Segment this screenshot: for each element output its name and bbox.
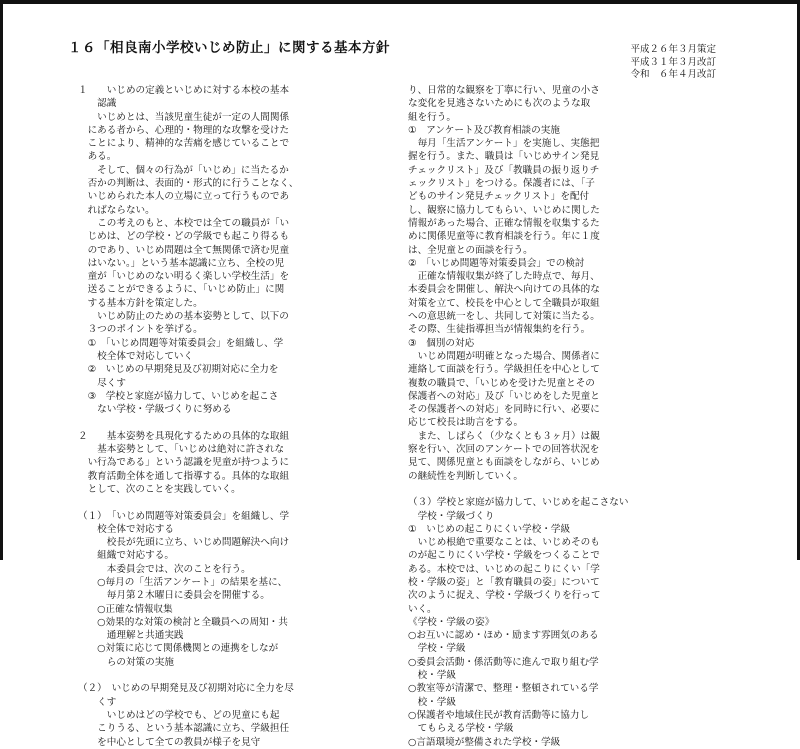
text-line: 対策を立て、校長を中心として全職員が取組 xyxy=(408,297,600,309)
date-line: 平成３１年３月改訂 xyxy=(630,56,716,68)
text-line: ○教室等が清潔で、整理・整頓されている学 xyxy=(408,683,599,695)
text-line: として、次のことを実践していく。 xyxy=(78,483,241,495)
text-line: 組織で対応する。 xyxy=(78,550,174,562)
text-line: ○お互いに認め・ほめ・励ます雰囲気のある xyxy=(408,630,599,642)
text-line: 童が「いじめのない明るく楽しい学校生活」を xyxy=(78,271,290,283)
text-line: は、全児童との面談を行う。 xyxy=(408,244,533,256)
text-line: 尽くす xyxy=(78,377,126,389)
text-line: 次のように捉え、学校・学級づくりを行って xyxy=(408,590,601,602)
text-line: （３）学校と家庭が協力して、いじめを起こさない xyxy=(408,497,629,509)
text-line: ① いじめの起こりにくい学校・学級 xyxy=(408,523,571,535)
text-line: また、しばらく（少なくとも３ヶ月）は観 xyxy=(408,430,600,442)
text-line: い行為である」という認識を児童が持つように xyxy=(78,457,290,469)
text-line: ェックリスト」をつける。保護者には、「子 xyxy=(408,178,595,190)
text-line: じめは、どの学校・どの学級でも起こり得るも xyxy=(78,231,290,243)
text-line: いじめ根絶で重要なことは、いじめそのも xyxy=(408,537,600,549)
text-line: 校・学級の姿」と「教育職員の姿」について xyxy=(408,576,600,588)
paragraph-gap xyxy=(408,483,726,496)
text-line: 組を行う。 xyxy=(408,111,456,123)
text-line: 通理解と共通実践 xyxy=(78,630,184,642)
text-line: 校全体で対応する xyxy=(78,523,174,535)
text-line: ① アンケート及び教育相談の実施 xyxy=(408,124,560,136)
text-line: 学校・学級 xyxy=(408,643,466,655)
text-line: そして、個々の行為が「いじめ」に当たるか xyxy=(78,164,289,176)
text-line: いじめ問題が明確となった場合、関係者に xyxy=(408,350,600,362)
text-line: 学校・学級づくり xyxy=(408,510,495,522)
text-line: １ いじめの定義といじめに対する本校の基本 xyxy=(78,85,290,96)
text-line: 送ることができるように、「いじめ防止」に関 xyxy=(78,284,285,296)
paragraph-gap xyxy=(78,416,388,429)
text-line: めに関係児童等に教育相談を行う。年に１度 xyxy=(408,231,600,243)
text-line: らの対策の実施 xyxy=(78,656,174,668)
text-line: ② 「いじめ問題等対策委員会」での検討 xyxy=(408,257,585,269)
text-line: （１） 「いじめ問題等対策委員会」を組織し、学 xyxy=(78,510,290,522)
text-line: いじめとは、当該児童生徒が一定の人間関係 xyxy=(78,111,290,123)
text-line: ② いじめの早期発見及び初期対応に全力を xyxy=(78,364,279,376)
text-line: のが起こりにくい学校・学級をつくることで xyxy=(408,550,600,562)
text-line: 基本姿勢として、「いじめは絶対に許されな xyxy=(78,444,285,456)
text-line: 校全体で対応していく xyxy=(78,350,194,362)
text-line: 察を行い、次回のアンケートでの回答状況を xyxy=(408,444,600,456)
text-line: への意思統一をし、共同して対策に当たる。 xyxy=(408,311,600,323)
text-line: ればならない。 xyxy=(78,204,155,216)
revision-dates xyxy=(630,44,716,82)
text-line: 本委員会では、次のことを行う。 xyxy=(78,563,251,575)
text-line: り、日常的な観察を丁寧に行い、児童の小さ xyxy=(408,85,600,96)
text-line: 情報があった場合、正確な情報を収集するた xyxy=(408,217,600,229)
text-line: どものサイン発見チェックリスト」を配付 xyxy=(408,191,590,203)
text-line: ある。 xyxy=(78,151,117,163)
text-line: ことにより、精神的な苦痛を感じていることで xyxy=(78,138,290,150)
text-line: 認識 xyxy=(78,98,117,110)
text-line: 毎月第２木曜日に委員会を開催する。 xyxy=(78,590,270,602)
text-line: ③ 学校と家庭が協力して、いじめを起こさ xyxy=(78,390,279,402)
text-line: 本委員会を開催し、解決へ向けての具体的な xyxy=(408,284,600,296)
text-line: 校・学級 xyxy=(408,670,456,682)
text-line: てもらえる学校・学級 xyxy=(408,723,514,735)
text-line: し、観察に協力してもらい、いじめに関した xyxy=(408,204,600,216)
text-line: 連絡して面談を行う。学級担任を中心として xyxy=(408,364,600,376)
text-line: 毎月「生活アンケート」を実施し、実態把 xyxy=(408,138,600,150)
text-line: 校・学級 xyxy=(408,696,456,708)
text-line: こりうる、という基本認識に立ち、学級担任 xyxy=(78,723,290,735)
text-line: のであり、いじめ問題は全て無関係で済む児童 xyxy=(78,244,290,256)
right-text-column xyxy=(408,84,726,749)
left-text-column xyxy=(78,84,388,749)
text-line: 応じて校長は助言をする。 xyxy=(408,417,524,429)
text-line: ○対策に応じて関係機関との連携をしなが xyxy=(78,643,279,655)
text-line: 否かの判断は、表面的・形式的に行うことなく、 xyxy=(78,178,299,190)
text-line: はいない。」という基本認識に立ち、全校の児 xyxy=(78,257,285,269)
text-line: いじめはどの学校でも、どの児童にも起 xyxy=(78,709,280,721)
text-line: いじめられた本人の立場に立って行うものであ xyxy=(78,191,290,203)
text-line: を中心として全ての教員が様子を見守 xyxy=(78,736,261,748)
text-line: ２ 基本姿勢を具現化するための具体的な取組 xyxy=(78,430,290,442)
text-line: ○保護者や地域住民が教育活動等に協力し xyxy=(408,709,590,721)
text-line: ない学校・学級づくりに努める xyxy=(78,404,232,416)
text-line: この考えのもと、本校では全ての職員が「い xyxy=(78,217,290,229)
text-line: いじめ防止のための基本姿勢として、以下の xyxy=(78,311,289,323)
document-title: １６「相良南小学校いじめ防止」に関する基本方針 xyxy=(68,40,390,56)
text-line: 見て、関係児童とも面談をしながら、いじめ xyxy=(408,457,600,469)
text-line: いく。 xyxy=(408,603,437,615)
text-line: ○毎月の「生活アンケート」の結果を基に、 xyxy=(78,576,288,588)
text-line: ○正確な情報収集 xyxy=(78,603,173,615)
text-line: チェックリスト」及び「教職員の振り返りチ xyxy=(408,164,600,176)
text-line: の継続性を判断していく。 xyxy=(408,470,523,482)
text-line: 複数の職員で、「いじめを受けた児童とその xyxy=(408,377,595,389)
text-line: ○委員会活動・係活動等に進んで取り組む学 xyxy=(408,656,599,668)
scan-border-left xyxy=(0,0,3,560)
text-line: 《学校・学級の姿》 xyxy=(408,616,495,628)
text-line: ○言語環境が整備された学校・学級 xyxy=(408,736,561,748)
paragraph-gap xyxy=(78,669,388,682)
text-line: 教育活動全体を通して指導する。具体的な取組 xyxy=(78,470,290,482)
text-line: 正確な情報収集が終了した時点で、毎月、 xyxy=(408,271,600,283)
text-line: する基本方針を策定した。 xyxy=(78,297,203,309)
text-line: 握を行う。また、職員は「いじめサイン発見 xyxy=(408,151,600,163)
date-line: 平成２６年３月策定 xyxy=(630,44,716,55)
date-line: 令和 ６年４月改訂 xyxy=(630,69,716,80)
text-line: 保護者への対応」及び「いじめをした児童と xyxy=(408,390,600,402)
text-line: にある者から、心理的・物理的な攻撃を受けた xyxy=(78,124,290,136)
text-line: その際、生徒指導担当が情報集約を行う。 xyxy=(408,324,591,336)
text-line: ３つのポイントを挙げる。 xyxy=(78,324,203,336)
text-line: ○効果的な対策の検討と全職員への周知・共 xyxy=(78,616,288,628)
text-line: な変化を見逃さないためにも次のような取 xyxy=(408,98,591,110)
scan-border-top xyxy=(0,0,800,4)
text-line: ① 「いじめ問題等対策委員会」を組織し、学 xyxy=(78,337,284,349)
text-line: ③ 個別の対応 xyxy=(408,337,475,349)
text-line: その保護者への対応」を同時に行い、必要に xyxy=(408,404,600,416)
paragraph-gap xyxy=(78,496,388,509)
text-line: ある。本校では、いじめの起こりにくい「学 xyxy=(408,563,600,575)
text-line: くす xyxy=(78,696,117,708)
text-line: （２） いじめの早期発見及び初期対応に全力を尽 xyxy=(78,683,294,695)
text-line: 校長が先頭に立ち、いじめ問題解決へ向け xyxy=(78,537,290,549)
